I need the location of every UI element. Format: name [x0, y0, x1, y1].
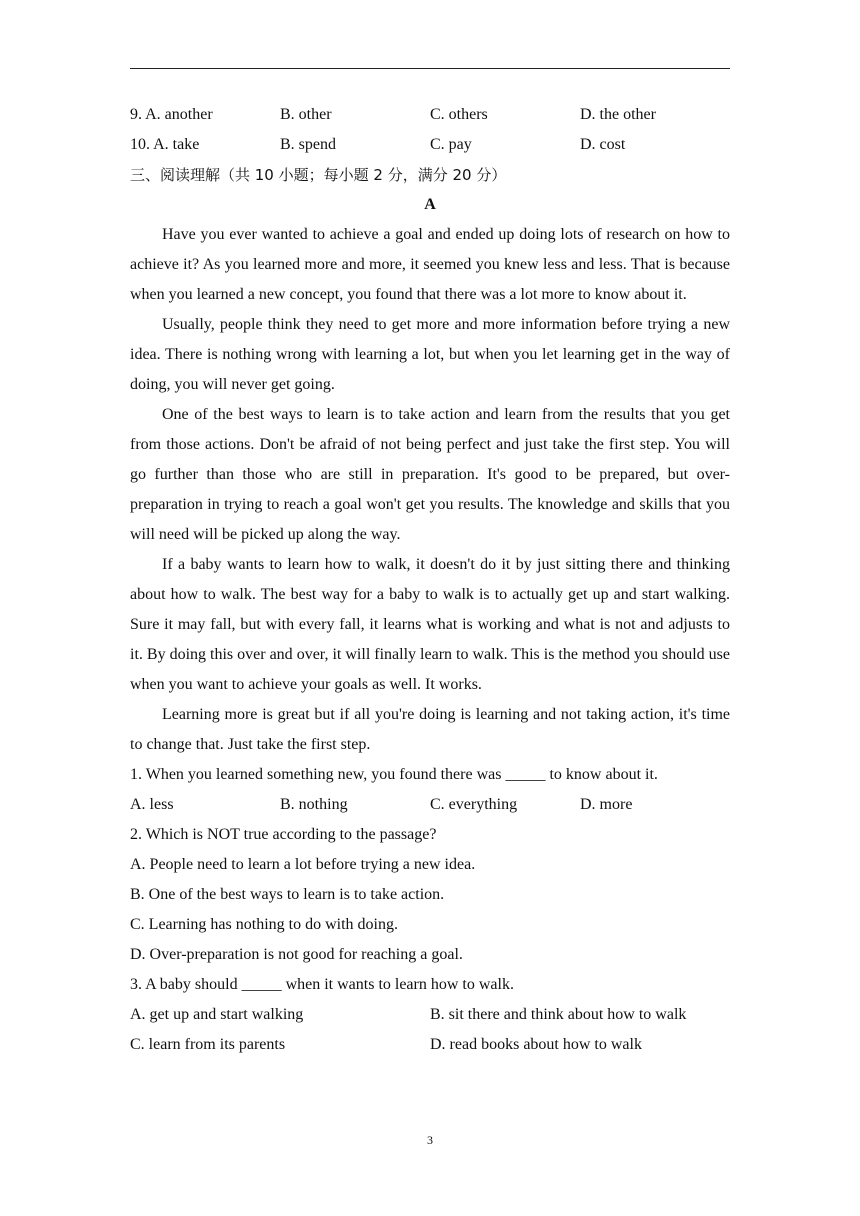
question-1-options	[130, 790, 730, 820]
option-a: A. get up and start walking	[130, 1006, 304, 1023]
option-c: C. everything	[430, 796, 518, 813]
option-a: 9. A. another	[130, 106, 213, 123]
page-content	[130, 100, 730, 1060]
question-3-options-row-1	[130, 1000, 730, 1030]
option-a: A. People need to learn a lot before trying a new idea.	[130, 856, 476, 873]
cloze-question-9	[130, 100, 730, 130]
page-number: 3	[427, 1133, 433, 1147]
option-a: A. less	[130, 796, 174, 813]
option-d: D. Over-preparation is not good for reaching a goal.	[130, 946, 463, 963]
passage-paragraph-3: One of the best ways to learn is to take action and learn from the results that you get from those actions. Don't be afraid of not being perfect and just take the first step. You will go further than those who are still in preparation. It's good to be prepared, but over-preparation in trying to reach a goal won't get you results. The knowledge and skills that you will need will be picked up along the way.	[130, 406, 730, 543]
header-rule	[130, 68, 730, 69]
option-b: B. sit there and think about how to walk	[430, 1006, 687, 1023]
option-d: D. cost	[580, 136, 626, 153]
option-b: B. spend	[280, 136, 336, 153]
passage-paragraph-5: Learning more is great but if all you're doing is learning and not taking action, it's time to change that. Just take the first step.	[130, 706, 730, 753]
section-title: 三、阅读理解（共 10 小题；每小题 2 分，满分 20 分）	[130, 166, 507, 184]
option-c: C. pay	[430, 136, 472, 153]
question-1-stem: 1. When you learned something new, you found there was _____ to know about it.	[130, 766, 658, 783]
option-b: B. nothing	[280, 796, 348, 813]
option-b: B. other	[280, 106, 332, 123]
option-c: C. others	[430, 106, 488, 123]
question-3-options-row-2	[130, 1030, 730, 1060]
option-b: B. One of the best ways to learn is to take action.	[130, 886, 445, 903]
passage-paragraph-2: Usually, people think they need to get more and more information before trying a new idea. There is nothing wrong with learning a lot, but when you let learning get in the way of doing, you will never get going.	[130, 316, 730, 393]
passage-paragraph-4: If a baby wants to learn how to walk, it doesn't do it by just sitting there and thinking about how to walk. The best way for a baby to walk is to actually get up and start walking. Sure it may fall, but with every fall, it learns what is working and what is not and adjusts to it. By doing this over and over, it will finally learn to walk. This is the method you should use when you want to achieve your goals as well. It works.	[130, 556, 730, 693]
question-2-stem: 2. Which is NOT true according to the passage?	[130, 826, 437, 843]
passage-label: A	[424, 196, 436, 213]
option-d: D. read books about how to walk	[430, 1036, 642, 1053]
passage-paragraph-1: Have you ever wanted to achieve a goal and ended up doing lots of research on how to achieve it? As you learned more and more, it seemed you knew less and less. That is because when you learned a new concept, you found that there was a lot more to know about it.	[130, 226, 730, 303]
option-a: 10. A. take	[130, 136, 200, 153]
option-c: C. Learning has nothing to do with doing.	[130, 916, 398, 933]
cloze-question-10	[130, 130, 730, 160]
option-d: D. the other	[580, 106, 656, 123]
question-3-stem: 3. A baby should _____ when it wants to learn how to walk.	[130, 976, 514, 993]
option-d: D. more	[580, 796, 633, 813]
option-c: C. learn from its parents	[130, 1036, 286, 1053]
